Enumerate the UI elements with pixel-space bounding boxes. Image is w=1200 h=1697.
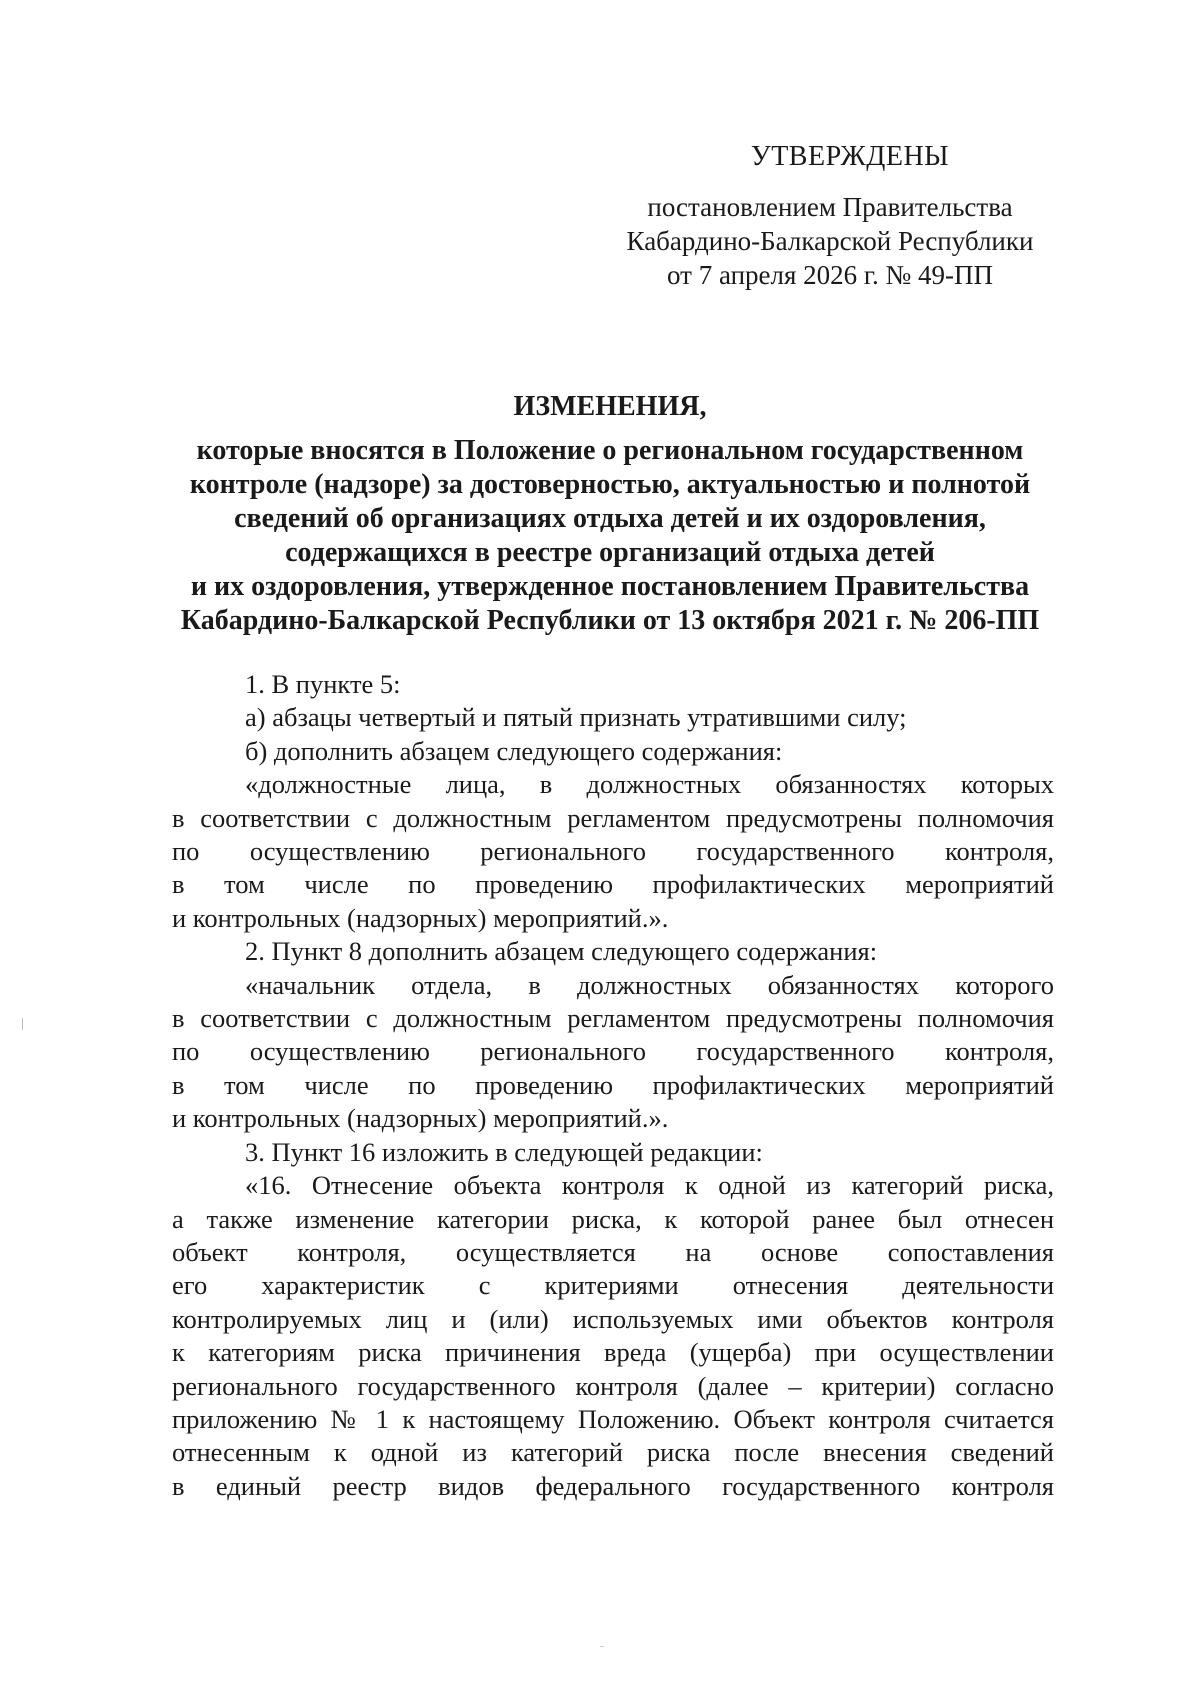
item-3-heading: 3. Пункт 16 изложить в следующей редакции: [245, 1136, 763, 1167]
item-3-quote-line: контролируемых лиц и (или) используемых ими объектов контроля [172, 1303, 1054, 1334]
item-1-quote-line: «должностные лица, в должностных обязанностях которых [245, 769, 1054, 800]
title-sub-line: которые вносятся в Положение о региональном государственном [196, 435, 1024, 466]
approval-line: Кабардино-Балкарской Республики [626, 226, 1034, 256]
item-1-heading: 1. В пункте 5: [245, 669, 401, 699]
item-3-quote-line: его характеристик с критериями отнесения деятельности [172, 1270, 1054, 1301]
title-sub-line: сведений об организациях отдыха детей и их оздоровления, [234, 503, 986, 534]
item-1-quote-line: и контрольных (надзорных) мероприятий.». [172, 902, 669, 933]
approval-block [600, 140, 1060, 292]
title-main: ИЗМЕНЕНИЯ, [513, 391, 707, 422]
item-1-quote-line: в том числе по проведению профилактических мероприятий [172, 869, 1054, 900]
item-1-quote-line: по осуществлению регионального государственного контроля, [172, 836, 1054, 867]
item-3-quote-line: к категориям риска причинения вреда (ущерба) при осуществлении [172, 1337, 1054, 1368]
item-2-heading: 2. Пункт 8 дополнить абзацем следующего содержания: [245, 936, 878, 967]
item-3-quote-line: «16. Отнесение объекта контроля к одной из категорий риска, [245, 1170, 1054, 1201]
approval-line: постановлением Правительства [647, 192, 1013, 222]
item-2-quote-line: по осуществлению регионального государственного контроля, [172, 1036, 1054, 1067]
item-1-a: а) абзацы четвертый и пятый признать утратившими силу; [245, 702, 907, 733]
title-sub-line: и их оздоровления, утвержденное постановлением Правительства [190, 571, 1030, 602]
item-3-quote-line: отнесенным к одной из категорий риска после внесения сведений [172, 1437, 1054, 1468]
item-3-quote-line: регионального государственного контроля (далее – критерии) согласно [172, 1370, 1054, 1401]
item-3-quote-line: объект контроля, осуществляется на основе сопоставления [172, 1236, 1054, 1267]
item-3-quote-line: приложению № 1 к настоящему Положению. Объект контроля считается [172, 1403, 1054, 1434]
item-1-quote-line: в соответствии с должностным регламентом предусмотрены полномочия [172, 802, 1054, 833]
document-title [170, 390, 1050, 638]
item-1-b: б) дополнить абзацем следующего содержания: [245, 735, 783, 766]
item-3-quote-line: а также изменение категории риска, к которой ранее был отнесен [172, 1203, 1054, 1234]
item-3-quote-line: в единый реестр видов федерального государственного контроля [172, 1470, 1054, 1501]
item-2-quote-line: в соответствии с должностным регламентом предусмотрены полномочия [172, 1003, 1054, 1034]
title-sub-line: Кабардино-Балкарской Республики от 13 октября 2021 г. № 206-ПП [180, 605, 1040, 636]
approval-label: УТВЕРЖДЕНЫ [750, 141, 950, 172]
title-sub-line: контроле (надзоре) за достоверностью, актуальностью и полнотой [189, 469, 1031, 500]
document-body [172, 668, 1054, 1503]
item-2-quote-line: «начальник отдела, в должностных обязанностях которого [245, 969, 1054, 1000]
item-2-quote-line: в том числе по проведению профилактических мероприятий [172, 1069, 1054, 1100]
scan-artifact [22, 1018, 23, 1030]
item-2-quote-line: и контрольных (надзорных) мероприятий.». [172, 1103, 669, 1134]
approval-line: от 7 апреля 2026 г. № 49-ПП [667, 260, 993, 290]
title-sub-line: содержащихся в реестре организаций отдыха детей [285, 537, 935, 568]
scan-artifact [600, 1646, 604, 1647]
